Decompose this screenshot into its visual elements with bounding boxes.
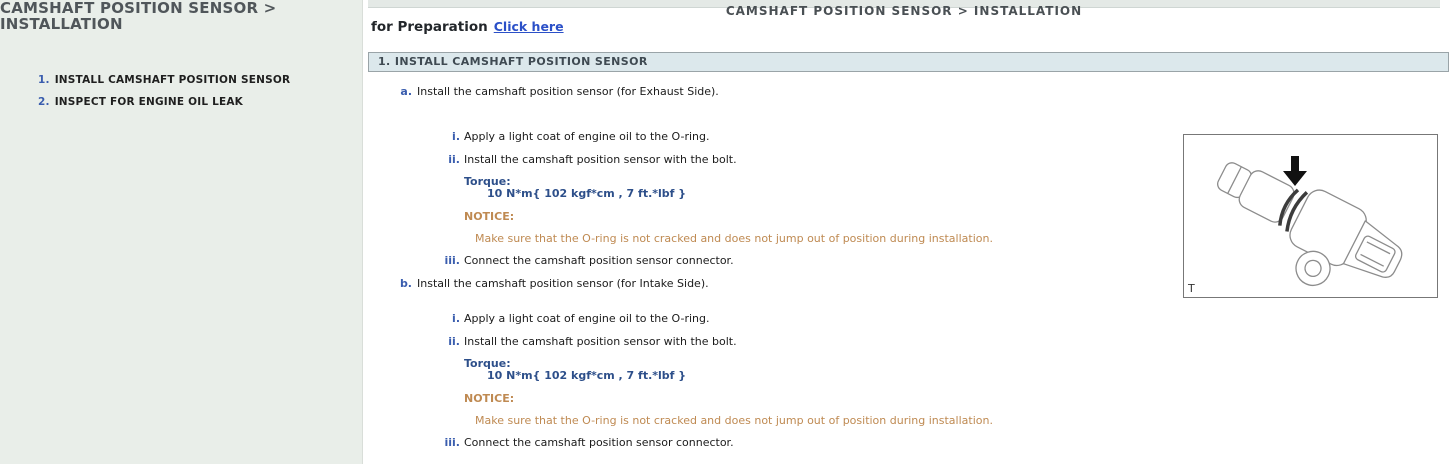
main-content	[368, 0, 1440, 464]
sidebar-toc	[0, 74, 362, 108]
substep-ii-row	[368, 336, 737, 348]
torque-value: 10 N*m{ 102 kgf*cm , 7 ft.*lbf }	[487, 369, 687, 382]
figure-label: T	[1188, 282, 1195, 295]
camshaft-position-sensor-line-art-icon	[1184, 135, 1435, 295]
sidebar-title: CAMSHAFT POSITION SENSOR > INSTALLATION	[0, 0, 277, 33]
step-text: Install the camshaft position sensor (for Intake Side).	[417, 277, 709, 290]
sidebar-item-number: 1.	[38, 74, 50, 86]
substep-text: Install the camshaft position sensor with the bolt.	[464, 335, 737, 348]
notice-text: Make sure that the O-ring is not cracked and does not jump out of position during installation.	[475, 232, 993, 245]
step-marker: a.	[400, 85, 412, 98]
sidebar-item-inspect-for-engine-oil-leak[interactable]	[0, 96, 362, 108]
substep-i-row	[368, 131, 710, 143]
step-b-row	[368, 278, 709, 290]
torque-value: 10 N*m{ 102 kgf*cm , 7 ft.*lbf }	[487, 187, 687, 200]
sidebar-item-label: INSTALL CAMSHAFT POSITION SENSOR	[54, 74, 291, 86]
substep-i-row	[368, 313, 710, 325]
sidebar-item-number: 2.	[38, 96, 50, 108]
sensor-figure	[1183, 134, 1438, 298]
substep-text: Apply a light coat of engine oil to the O-ring.	[464, 130, 710, 143]
step-text: Install the camshaft position sensor (for Exhaust Side).	[417, 85, 719, 98]
substep-text: Install the camshaft position sensor with the bolt.	[464, 153, 737, 166]
preparation-row	[371, 19, 564, 35]
sidebar	[0, 0, 363, 464]
substep-text: Connect the camshaft position sensor connector.	[464, 254, 734, 267]
notice-label: NOTICE:	[464, 210, 515, 223]
procedure-section-heading: 1. INSTALL CAMSHAFT POSITION SENSOR	[368, 52, 1449, 72]
substep-marker: ii.	[448, 153, 460, 166]
torque-label: Torque:	[464, 357, 511, 370]
substep-marker: iii.	[444, 436, 460, 449]
preparation-click-here-link[interactable]: Click here	[493, 19, 564, 34]
substep-marker: ii.	[448, 335, 460, 348]
substep-text: Connect the camshaft position sensor connector.	[464, 436, 734, 449]
step-marker: b.	[399, 277, 412, 290]
substep-iii-row	[368, 255, 734, 267]
main-header-title: CAMSHAFT POSITION SENSOR > INSTALLATION	[725, 4, 1083, 18]
arrow-down-icon	[1283, 156, 1307, 186]
substep-marker: i.	[452, 312, 460, 325]
notice-label: NOTICE:	[464, 392, 515, 405]
substep-iii-row	[368, 437, 734, 449]
main-header-bar	[368, 0, 1440, 18]
substep-marker: iii.	[444, 254, 460, 267]
torque-label: Torque:	[464, 175, 511, 188]
notice-text: Make sure that the O-ring is not cracked and does not jump out of position during installation.	[475, 414, 993, 427]
substep-text: Apply a light coat of engine oil to the O-ring.	[464, 312, 710, 325]
substep-ii-row	[368, 154, 737, 166]
substep-marker: i.	[452, 130, 460, 143]
sidebar-item-label: INSPECT FOR ENGINE OIL LEAK	[54, 96, 243, 108]
step-a-row	[368, 86, 719, 98]
sidebar-item-install-camshaft-position-sensor[interactable]	[0, 74, 362, 86]
preparation-label: for Preparation	[371, 19, 488, 35]
